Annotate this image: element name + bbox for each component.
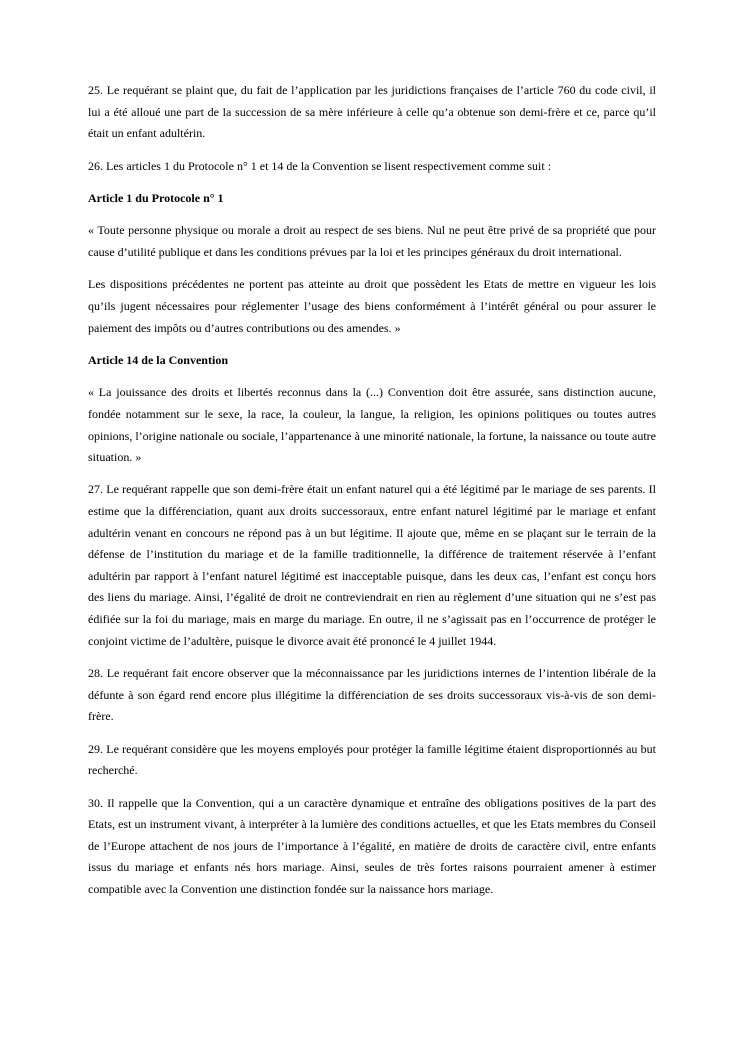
quote-article-14: « La jouissance des droits et libertés reconnus dans la (...) Convention doit être assurée, sans distinction aucune, fondée notamment sur le sexe, la race, la couleur, la langue, la religion, les opinions politiques ou toutes autres opinions, l’origine nationale ou sociale, l’appartenance à une minorité nationale, la fortune, la naissance ou toute autre situation. »: [88, 385, 656, 465]
heading-article-1-protocole: Article 1 du Protocole n° 1: [88, 190, 224, 205]
document-page: [88, 80, 656, 911]
quote-article-1-para-2: Les dispositions précédentes ne portent pas atteinte au droit que possèdent les Etats de mettre en vigueur les lois qu’ils jugent nécessaires pour réglementer l’usage des biens conformément à l’intérêt général ou pour assurer le paiement des impôts ou d’autres contributions ou des amendes. »: [88, 277, 656, 335]
paragraph-29: 29. Le requérant considère que les moyens employés pour protéger la famille légitime étaient disproportionnés au but recherché.: [88, 741, 656, 778]
paragraph-25: 25. Le requérant se plaint que, du fait de l’application par les juridictions françaises de l’article 760 du code civil, il lui a été alloué une part de la succession de sa mère inférieure à celle qu’a obtenue son demi-frère et ce, parce qu’il était un enfant adultérin.: [88, 83, 656, 141]
paragraph-30: 30. Il rappelle que la Convention, qui a un caractère dynamique et entraîne des obligations positives de la part des Etats, est un instrument vivant, à interpréter à la lumière des conditions actuelles, et que les Etats membres du Conseil de l’Europe attachent de nos jours de l’importance à l’égalité, en matière de droits de caractère civil, entre enfants issus du mariage et enfants nés hors mariage. Ainsi, seules de très fortes raisons pourraient amener à estimer compatible avec la Convention une distinction fondée sur la naissance hors mariage.: [88, 795, 656, 896]
quote-article-1-para-1: « Toute personne physique ou morale a droit au respect de ses biens. Nul ne peut être privé de sa propriété que pour cause d’utilité publique et dans les conditions prévues par la loi et les principes généraux du droit international.: [88, 223, 656, 259]
paragraph-26: 26. Les articles 1 du Protocole n° 1 et 14 de la Convention se lisent respectivement comme suit :: [88, 158, 552, 173]
paragraph-27: 27. Le requérant rappelle que son demi-frère était un enfant naturel qui a été légitimé par le mariage de ses parents. Il estime que la différenciation, quant aux droits successoraux, entre enfant naturel légitimé par le mariage et enfant adultérin venant en concours ne répond pas à un but légitime. Il ajoute que, même en se plaçant sur le terrain de la défense de l’institution du mariage et de la famille traditionnelle, la différence de traitement réservée à l’enfant adultérin par rapport à l’enfant naturel légitimé est inacceptable puisque, dans les deux cas, l’enfant est conçu hors des liens du mariage. Ainsi, l’égalité de droit ne contreviendrait en rien au règlement d’une situation qui ne s’est pas édifiée sur la foi du mariage, mais en marge du mariage. En outre, il ne s’agissait pas en l’occurrence de protéger le conjoint victime de l’adultère, puisque le divorce avait été prononcé le 4 juillet 1944.: [88, 482, 656, 648]
paragraph-28: 28. Le requérant fait encore observer que la méconnaissance par les juridictions internes de l’intention libérale de la défunte à son égard rend encore plus illégitime la différenciation de ses droits successoraux vis-à-vis de son demi-frère.: [88, 666, 656, 724]
heading-article-14-convention: Article 14 de la Convention: [88, 352, 228, 367]
